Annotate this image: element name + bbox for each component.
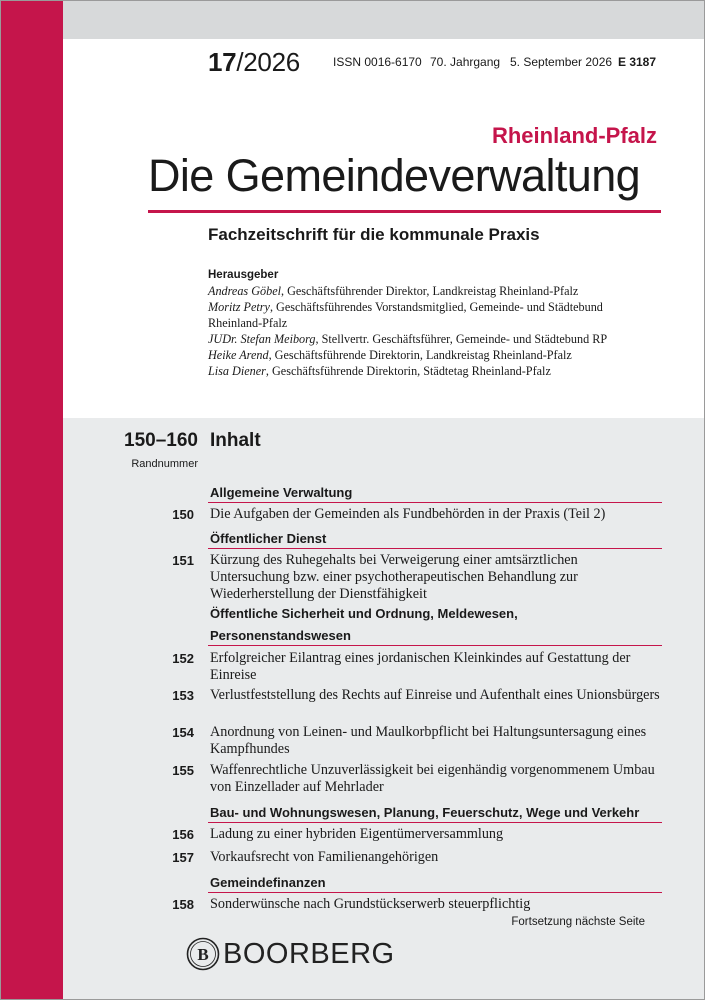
section-rule: [208, 502, 662, 503]
contents-title: Inhalt: [210, 430, 261, 451]
entry-number: 156: [172, 827, 194, 842]
editors-block: [208, 267, 628, 379]
editor-line: Moritz Petry, Geschäftsführendes Vorstandsmitglied, Gemeinde- und Städtebund Rheinland-Pfalz: [208, 300, 603, 330]
section-heading: Gemeindefinanzen: [210, 875, 326, 890]
publisher-logo: [186, 937, 395, 971]
entry-title: Kürzung des Ruhegehalts bei Verweigerung einer amtsärztlichen Untersuchung bzw. einer psychotherapeutischen Behandlung zur Wiederherstellung der Dienstfähigkeit: [210, 552, 578, 602]
randnummer-label: Randnummer: [131, 458, 198, 470]
volume: 70. Jahrgang: [430, 55, 501, 69]
entry-title: Vorkaufsrecht von Familienangehörigen: [210, 849, 439, 865]
section-heading: Bau- und Wohnungswesen, Planung, Feuerschutz, Wege und Verkehr: [210, 805, 640, 820]
editor-line: Heike Arend, Geschäftsführende Direktorin, Landkreistag Rheinland-Pfalz: [208, 348, 572, 362]
region-label: Rheinland-Pfalz: [491, 123, 657, 148]
entry-title: Sonderwünsche nach Grundstückserwerb steuerpflichtig: [210, 896, 531, 912]
section-rule: [208, 548, 662, 549]
entry-number: 154: [172, 725, 194, 740]
journal-title: Die Gemeindeverwaltung: [148, 150, 641, 201]
section-heading-cont: Personenstandswesen: [210, 628, 351, 643]
entry-number: 152: [172, 651, 194, 666]
entry-title: Erfolgreicher Eilantrag eines jordanischen Kleinkindes auf Gestattung der Einreise: [210, 650, 631, 683]
entry-title: Verlustfeststellung des Rechts auf Einreise und Aufenthalt eines Unionsbürgers: [210, 687, 660, 703]
journal-subtitle: Fachzeitschrift für die kommunale Praxis: [208, 225, 540, 244]
entry-number: 151: [172, 553, 194, 568]
issue-date: 5. September 2026: [510, 55, 613, 69]
section-heading: Öffentlicher Dienst: [210, 531, 327, 546]
boorberg-emblem-icon: [186, 937, 220, 971]
editors-heading: Herausgeber: [208, 269, 279, 281]
entry-title: Anordnung von Leinen- und Maulkorbpflicht bei Haltungsuntersagung eines Kampfhundes: [210, 724, 647, 757]
continuation-note: Fortsetzung nächste Seite: [511, 916, 645, 928]
entry-number: 155: [172, 763, 194, 778]
section-rule: [208, 892, 662, 893]
emblem-letter: B: [197, 945, 209, 964]
publisher-name: BOORBERG: [223, 937, 395, 970]
randnummer-range: 150–160: [124, 430, 198, 451]
section-rule: [208, 645, 662, 646]
top-grey-bar: [63, 1, 704, 39]
editor-line: JUDr. Stefan Meiborg, Stellvertr. Geschäftsführer, Gemeinde- und Städtebund RP: [208, 332, 608, 346]
issue-number: 17/2026: [208, 47, 300, 77]
postal-code: E 3187: [618, 55, 657, 69]
title-rule: [148, 210, 661, 213]
issn: ISSN 0016-6170: [333, 55, 422, 69]
red-side-band: [1, 1, 63, 999]
entry-number: 158: [172, 897, 194, 912]
editor-line: Andreas Göbel, Geschäftsführender Direktor, Landkreistag Rheinland-Pfalz: [208, 284, 579, 298]
entry-number: 157: [172, 850, 194, 865]
section-heading: Allgemeine Verwaltung: [210, 485, 353, 500]
entry-title: Waffenrechtliche Unzuverlässigkeit bei eigenhändig vorgenommenem Umbau von Einzellader auf Mehrlader: [210, 762, 655, 795]
entry-title: Ladung zu einer hybriden Eigentümerversammlung: [210, 826, 504, 842]
entry-title: Die Aufgaben der Gemeinden als Fundbehörden in der Praxis (Teil 2): [210, 506, 606, 522]
section-rule: [208, 822, 662, 823]
editor-line: Lisa Diener, Geschäftsführende Direktorin, Städtetag Rheinland-Pfalz: [208, 364, 551, 378]
section-heading: Öffentliche Sicherheit und Ordnung, Meldewesen,: [210, 606, 518, 621]
entry-number: 150: [172, 507, 194, 522]
entry-number: 153: [172, 688, 194, 703]
